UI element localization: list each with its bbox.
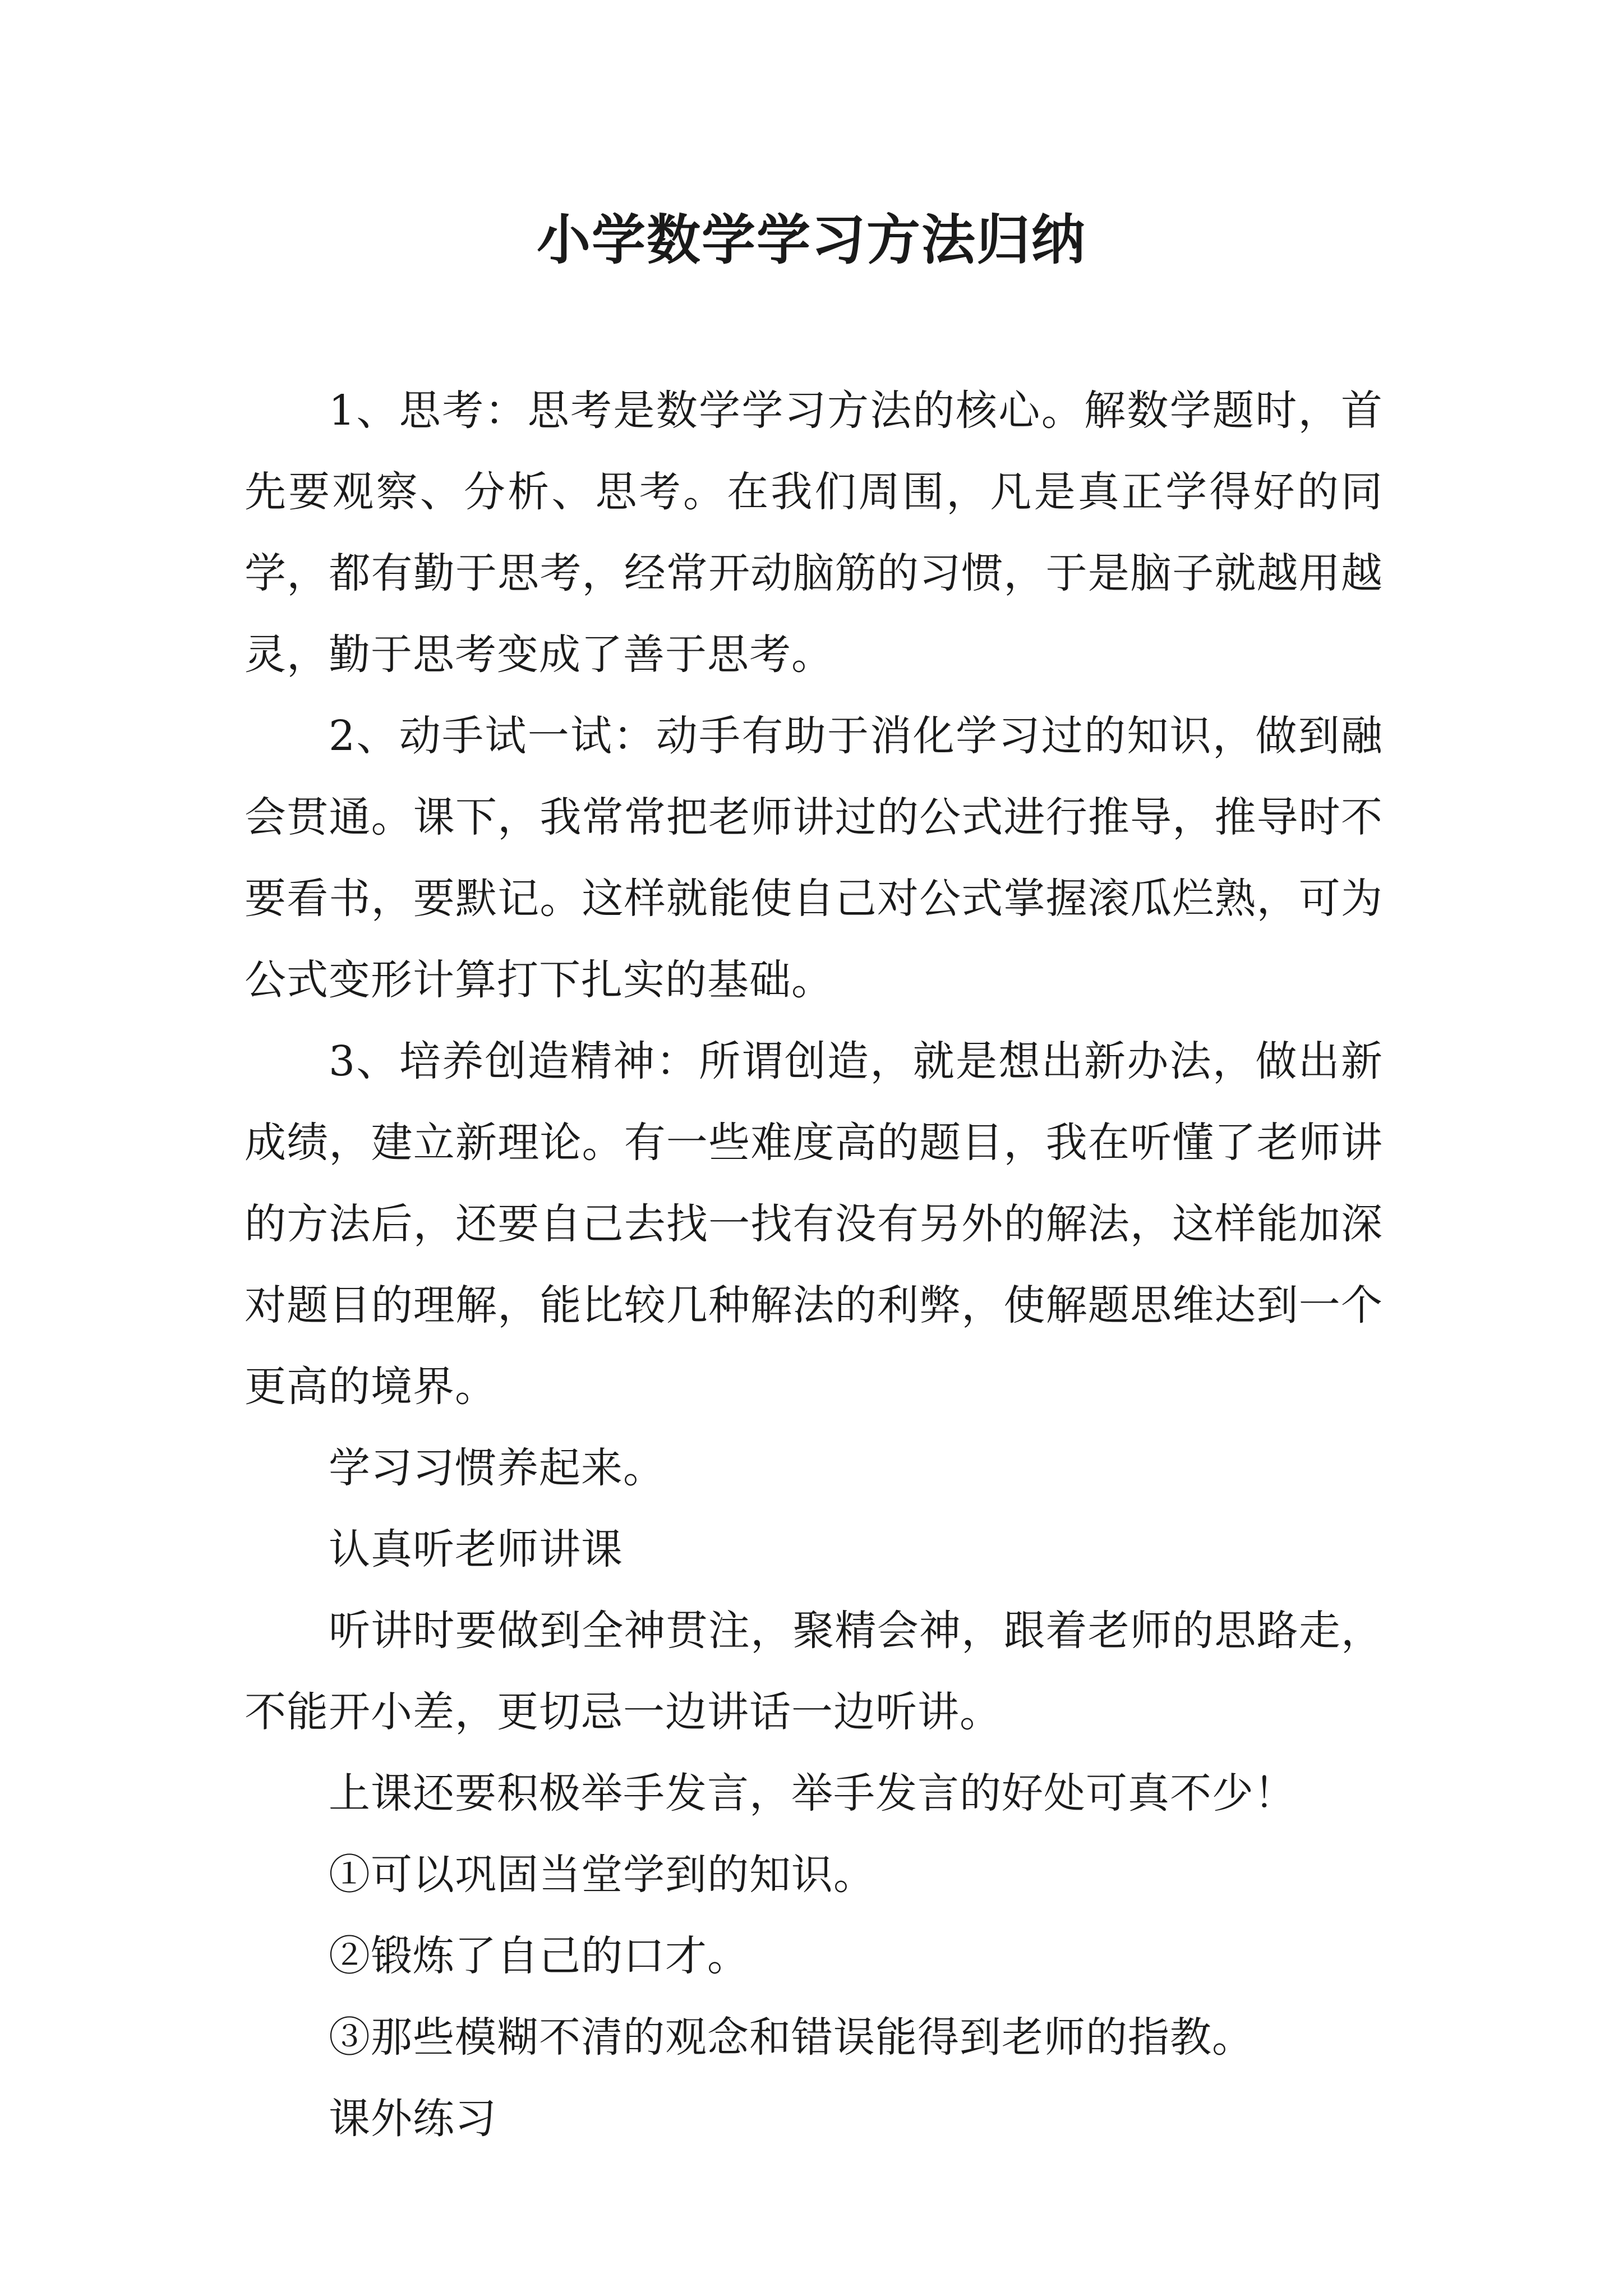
document-title: 小学数学学习方法归纳 (537, 208, 1086, 272)
paragraph-listen-body: 听讲时要做到全神贯注，聚精会神，跟着老师的思路走，不能开小差，更切忌一边讲话一边听讲。 (245, 1607, 1383, 1736)
list-item-2: ②锻炼了自己的口才。 (329, 1932, 749, 1980)
paragraph-habits-heading: 学习习惯养起来。 (329, 1444, 665, 1492)
list-item-1: ①可以巩固当堂学到的知识。 (329, 1851, 875, 1899)
paragraph-thinking: 1、思考：思考是数学学习方法的核心。解数学题时，首先要观察、分析、思考。在我们周围，凡是真正学得好的同学，都有勤于思考，经常开动脑筋的习惯，于是脑子就越用越灵，勤于思考变成了善于思考。 (245, 386, 1383, 679)
paragraph-creativity: 3、培养创造精神：所谓创造，就是想出新办法，做出新成绩，建立新理论。有一些难度高的题目，我在听懂了老师讲的方法后，还要自己去找一找有没有另外的解法，这样能加深对题目的理解，能比较几种解法的利弊，使解题思维达到一个更高的境界。 (245, 1037, 1383, 1411)
paragraph-hands-on: 2、动手试一试：动手有助于消化学习过的知识，做到融会贯通。课下，我常常把老师讲过的公式进行推导，推导时不要看书，要默记。这样就能使自己对公式掌握滚瓜烂熟，可为公式变形计算打下扎实的基础。 (245, 712, 1383, 1004)
paragraph-homework-heading: 课外练习 (329, 2095, 497, 2143)
paragraph-listen-heading: 认真听老师讲课 (329, 1525, 623, 1573)
list-item-3: ③那些模糊不清的观念和错误能得到老师的指教。 (329, 2013, 1254, 2062)
document-body (245, 370, 1383, 2160)
paragraph-raise-hand: 上课还要积极举手发言，举手发言的好处可真不少！ (329, 1769, 1296, 1818)
